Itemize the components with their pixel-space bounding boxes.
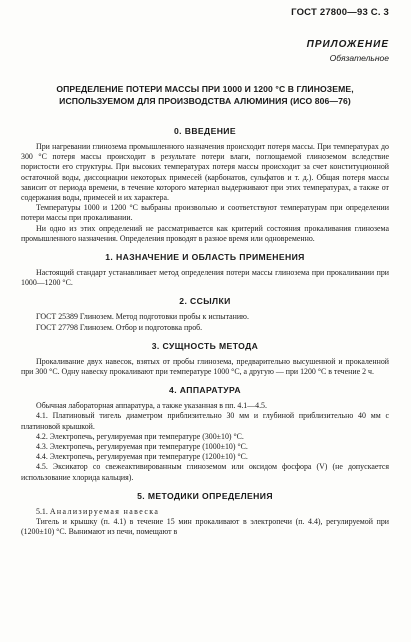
document-title xyxy=(21,83,389,107)
intro-paragraph-2: Температуры 1000 и 1200 °С выбраны произвольно и соответствуют температурам при определении потери массы при прокаливании. xyxy=(21,203,389,223)
section-heading-purpose: 1. НАЗНАЧЕНИЕ И ОБЛАСТЬ ПРИМЕНЕНИЯ xyxy=(105,252,305,263)
section-heading-method: 3. СУЩНОСТЬ МЕТОДА xyxy=(151,340,259,351)
document-body xyxy=(21,118,389,537)
appendix-title: ПРИЛОЖЕНИЕ xyxy=(306,39,389,50)
section-heading-procedure: 5. МЕТОДИКИ ОПРЕДЕЛЕНИЯ xyxy=(137,490,273,501)
section-heading-intro: 0. ВВЕДЕНИЕ xyxy=(173,126,237,136)
procedure-item-title: Анализируемая навеска xyxy=(49,506,160,516)
reference-item: ГОСТ 27798 Глинозем. Отбор и подготовка проб. xyxy=(36,322,203,332)
apparatus-item: 4.1. Платиновый тигель диаметром приблизительно 30 мм и глубиной приблизительно 40 мм с платиновой крышкой. xyxy=(21,411,389,431)
apparatus-item: 4.4. Электропечь, регулируемая при температуре (1200±10) °С. xyxy=(36,452,248,462)
title-line-1: ОПРЕДЕЛЕНИЕ ПОТЕРИ МАССЫ ПРИ 1000 И 1200 °С В ГЛИНОЗЕМЕ, xyxy=(56,84,354,94)
title-line-2: ИСПОЛЬЗУЕМОМ ДЛЯ ПРОИЗВОДСТВА АЛЮМИНИЯ (ИСО 806—76) xyxy=(59,96,351,106)
apparatus-intro: Обычная лабораторная аппаратура, а также указанная в пп. 4.1—4.5. xyxy=(36,401,267,411)
intro-paragraph-3: Ни одно из этих определений не рассматривается как критерий состояния прокаливания глинозема промышленного назначения. Определения проводят в разное время или одновременно. xyxy=(21,223,389,243)
section-heading-apparatus: 4. АППАРАТУРА xyxy=(169,385,241,396)
appendix-subtitle: Обязательное xyxy=(329,53,389,63)
apparatus-item: 4.2. Электропечь, регулируемая при температуре (300±10) °С. xyxy=(36,431,244,441)
appendix-label xyxy=(307,39,389,63)
method-paragraph: Прокаливание двух навесок, взятых от пробы глинозема, предварительно высушенной и прокаленной при 300 °С. Одну навеску прокаливают при температуре 1000 °С, а другую — при 1200 °С в течение 2 ч. xyxy=(21,356,389,377)
page-header: ГОСТ 27800—93 С. 3 xyxy=(291,7,389,18)
section-heading-references: 2. ССЫЛКИ xyxy=(179,296,231,307)
purpose-paragraph: Настоящий стандарт устанавливает метод определения потери массы глинозема при прокаливании при 1000—1200 °С. xyxy=(21,268,389,288)
intro-paragraph-1: При нагревании глинозема промышленного назначения происходит потеря массы. При температурах до 300 °С потеря массы происходит в результате потери влаги, поглощаемой глиноземом вследствие пористости его структуры. При высоких температурах потеря массы происходит за счет конституционной остаточной воды, диссоциации некоторых примесей (карбонатов, сульфатов и т. д.). Общая потеря массы зависит от периода времени, в течение которого материал выдерживают при этих температурах, а также от содержания воды, примесей и их характера. xyxy=(21,142,389,203)
reference-item: ГОСТ 25389 Глинозем. Метод подготовки пробы к испытанию. xyxy=(36,312,249,322)
apparatus-item: 4.3. Электропечь, регулируемая при температуре (1000±10) °С. xyxy=(36,442,248,452)
procedure-paragraph: Тигель и крышку (п. 4.1) в течение 15 мин прокаливают в электропечи (п. 4.4), регулируемой при (1200±10) °С. Вынимают из печи, помещают в xyxy=(21,517,389,537)
apparatus-item: 4.5. Эксикатор со свежеактивированным глиноземом или оксидом фосфора (V) (не допускается использование хлорида кальция). xyxy=(21,462,389,482)
procedure-subheading xyxy=(21,507,389,517)
procedure-item-number: 5.1. xyxy=(36,506,48,516)
